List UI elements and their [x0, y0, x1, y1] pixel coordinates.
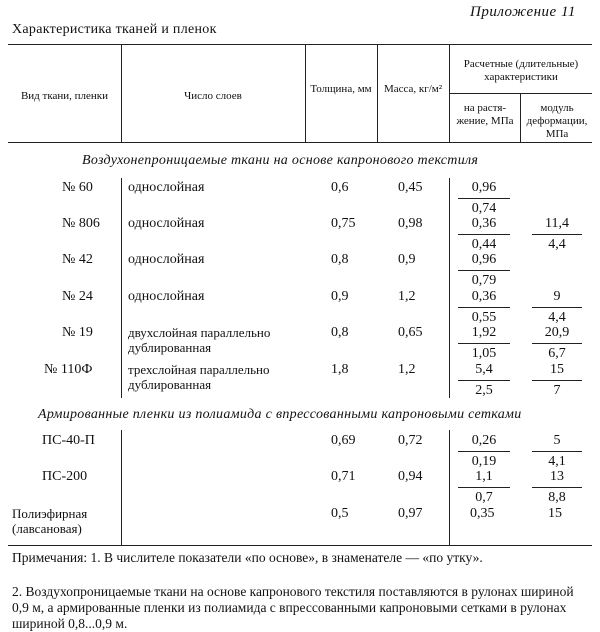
col-header-calc: Расчетные (длительные) характеристики — [463, 58, 579, 83]
body-divider — [121, 430, 122, 545]
modulus-fraction: 9 4,4 — [532, 289, 582, 326]
appendix-label: Приложение 11 — [470, 4, 576, 20]
row-mass: 0,9 — [398, 252, 416, 267]
tensile-fraction: 5,4 2,5 — [458, 362, 510, 399]
row-layers: однослойная — [128, 180, 205, 195]
header-divider — [520, 93, 521, 142]
row-mass: 0,45 — [398, 180, 423, 195]
row-mass: 0,94 — [398, 469, 423, 484]
row-thickness: 0,8 — [331, 252, 349, 267]
row-name: № 24 — [62, 289, 93, 304]
row-thickness: 0,69 — [331, 433, 356, 448]
row-name: № 60 — [62, 180, 93, 195]
col-header-thickness: Толщина, мм — [310, 83, 372, 95]
row-thickness: 0,71 — [331, 469, 356, 484]
section-title: Армированные пленки из полиамида с впрессованными капроновыми сетками — [38, 407, 522, 422]
row-name: ПС-40-П — [42, 433, 95, 448]
row-name: № 110Ф — [44, 362, 93, 377]
row-modulus: 15 — [548, 506, 562, 521]
modulus-fraction: 11,4 4,4 — [532, 216, 582, 253]
row-thickness: 0,9 — [331, 289, 349, 304]
row-mass: 0,72 — [398, 433, 423, 448]
row-mass: 0,65 — [398, 325, 423, 340]
col-header-tensile: на растяжение, МПа — [456, 102, 514, 127]
row-layers: однослойная — [128, 252, 205, 267]
tensile-fraction: 0,26 0,19 — [458, 433, 510, 470]
row-thickness: 0,6 — [331, 180, 349, 195]
row-name: ПС-200 — [42, 469, 88, 484]
note-1: Примечания: 1. В числителе показатели «по основе», в знаменателе — «по утку». — [12, 550, 483, 565]
row-layers: трехслойная параллельно дублированная — [128, 362, 270, 392]
row-layers: однослойная — [128, 216, 205, 231]
tensile-fraction: 0,36 0,44 — [458, 216, 510, 253]
header-divider — [377, 44, 378, 142]
header-top-rule — [8, 44, 592, 45]
col-header-type: Вид ткани, пленки — [20, 90, 109, 102]
row-name: № 19 — [62, 325, 93, 340]
note-2: 2. Воздухопроницаемые ткани на основе капронового текстиля поставляются в рулонах шириной 0,9 м, а армированные пленки из полиамида с впрессованными капроновыми сетками в рулонах шириной 0,8...0,9 м. — [12, 584, 574, 631]
row-name: № 806 — [62, 216, 100, 231]
tensile-fraction: 1,92 1,05 — [458, 325, 510, 362]
row-name: Полиэфирная (лавсановая) — [12, 506, 88, 536]
modulus-fraction: 13 8,8 — [532, 469, 582, 506]
modulus-fraction: 20,9 6,7 — [532, 325, 582, 362]
row-layers: однослойная — [128, 289, 205, 304]
row-mass: 0,98 — [398, 216, 423, 231]
modulus-fraction: 5 4,1 — [532, 433, 582, 470]
col-header-modulus: модуль деформации, МПа — [526, 102, 588, 140]
body-divider — [449, 178, 450, 398]
col-header-mass: Масса, кг/м² — [383, 83, 443, 95]
section-title: Воздухонепроницаемые ткани на основе капронового текстиля — [82, 153, 479, 168]
header-divider — [449, 44, 450, 142]
row-thickness: 0,75 — [331, 216, 356, 231]
row-thickness: 0,8 — [331, 325, 349, 340]
body-divider — [449, 430, 450, 545]
table-bottom-rule — [8, 545, 592, 546]
tensile-fraction: 0,96 0,79 — [458, 252, 510, 289]
row-layers: двухслойная параллельно дублированная — [128, 325, 271, 355]
table-title: Характеристика тканей и пленок — [12, 22, 217, 37]
body-divider — [121, 178, 122, 398]
header-divider — [305, 44, 306, 142]
tensile-fraction: 0,36 0,55 — [458, 289, 510, 326]
row-mass: 1,2 — [398, 362, 416, 377]
row-thickness: 1,8 — [331, 362, 349, 377]
modulus-fraction: 15 7 — [532, 362, 582, 399]
row-name: № 42 — [62, 252, 93, 267]
col-header-layers: Число слоев — [184, 90, 242, 102]
row-tensile: 0,35 — [470, 506, 495, 521]
row-mass: 1,2 — [398, 289, 416, 304]
tensile-fraction: 1,1 0,7 — [458, 469, 510, 506]
tensile-fraction: 0,96 0,74 — [458, 180, 510, 217]
row-mass: 0,97 — [398, 506, 423, 521]
header-bottom-rule — [8, 142, 592, 143]
row-thickness: 0,5 — [331, 506, 349, 521]
